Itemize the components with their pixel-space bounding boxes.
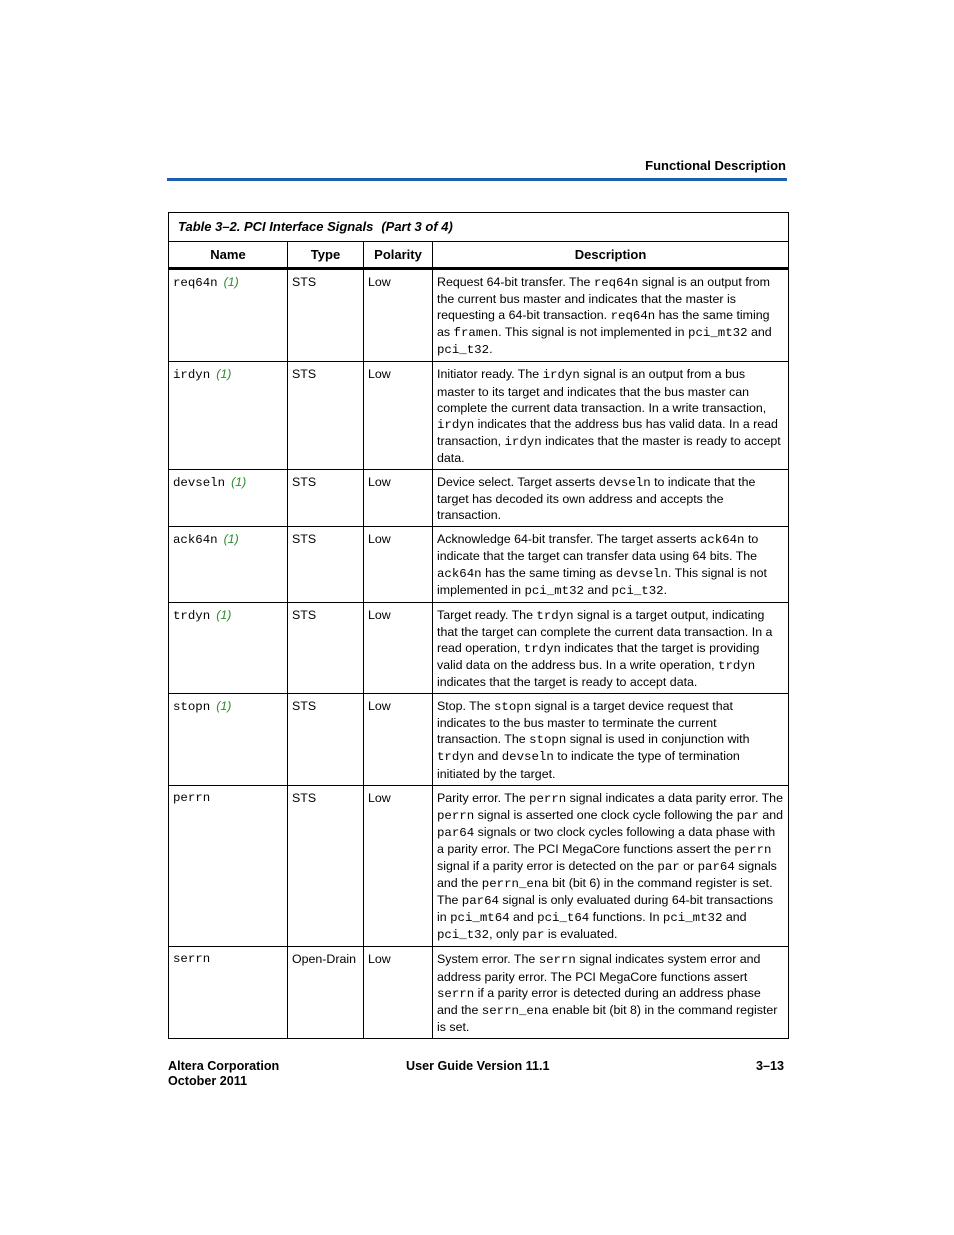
signal-name-cell [169,947,288,1038]
description-text: and [509,910,538,925]
signal-name-cell [169,362,288,470]
signal-description [433,947,789,1038]
description-text: Device select. Target asserts [437,475,599,490]
description-text: to indicate that the target can transfer data using 64 bits. The [437,532,759,564]
footnote-reference: (1) [223,532,239,547]
footer-version: User Guide Version 11.1 [406,1059,550,1073]
table-caption-part: (Part 3 of 4) [381,219,453,234]
description-text: to indicate the type of termination initiated by the target. [437,749,740,781]
footnote-reference: (1) [216,367,232,382]
signal-reference: stopn [529,733,567,748]
description-text: signal is an output from the current bus master and indicates that the master is requesting a 64-bit transaction. [437,275,770,323]
signal-reference: framen [453,326,499,341]
signal-type: STS [288,269,364,362]
description-text: or [679,859,698,873]
signal-name: trdyn [173,608,211,623]
footer-page-number: 3–13 [755,1059,784,1073]
signal-name-cell [169,602,288,693]
signal-reference: pci_t32 [611,583,664,598]
description-text: signal indicates system error and address parity error. The PCI MegaCore functions assert [437,952,761,984]
signal-reference: par [657,860,680,874]
signal-type: STS [288,785,364,947]
signal-reference: trdyn [718,658,756,673]
footer-left [168,1059,279,1089]
table-caption [169,213,789,242]
column-header-polarity: Polarity [364,242,433,269]
footnote-reference: (1) [223,275,239,289]
signal-polarity: Low [364,602,433,693]
description-text: Parity error. The [437,790,530,805]
signal-name-cell [169,527,288,602]
signal-reference: req64n [593,276,639,290]
description-text: signal is a target output, indicating that the target can complete the current data transaction. In a read operation, [437,607,773,655]
signal-description [433,470,789,527]
signal-name: serrn [173,952,211,967]
signal-reference: perrn [437,808,475,823]
signal-polarity: Low [364,527,433,602]
signal-reference: pci_t64 [537,911,590,926]
signal-reference: par64 [437,825,475,840]
signal-description [433,602,789,693]
footer-company: Altera Corporation [168,1059,280,1073]
description-text: if a parity error is detected during an address phase and the [437,985,761,1017]
description-text: and [722,910,747,925]
description-text: functions. In [589,910,663,925]
signal-polarity: Low [364,470,433,527]
signal-name: req64n [173,276,218,290]
description-text: enable bit (bit 8) in the command register is set. [437,1002,778,1034]
signal-name: irdyn [173,368,211,383]
description-text: signals or two clock cycles following a data phase with a parity error. The PCI MegaCore functions assert the [437,824,776,856]
signal-reference: stopn [493,700,532,715]
table-row [169,470,789,527]
description-text: bit (bit 6) in the command register is set. The [437,876,773,908]
signal-name-cell [169,785,288,947]
signal-reference: serrn_ena [481,1003,549,1018]
signal-reference: trdyn [437,750,475,765]
signal-reference: serrn [538,953,576,968]
column-header-description: Description [433,242,789,269]
signal-name: stopn [173,700,211,715]
column-header-type: Type [288,242,364,269]
footer-date: October 2011 [168,1074,248,1088]
signal-reference: devseln [615,566,668,581]
description-text: indicates that the address bus has valid data. In a read transaction, [437,416,778,448]
description-text: and [583,582,612,597]
signal-type: STS [288,362,364,470]
signal-reference: req64n [610,309,656,324]
signal-reference: ack64n [699,533,745,548]
description-text: has the same timing as [437,308,770,340]
description-text: , only [489,927,523,942]
signal-name-cell [169,470,288,527]
description-text: signal is asserted one clock cycle following the [474,807,737,822]
signal-reference: pci_mt32 [524,583,584,598]
description-text: and [474,749,502,764]
description-text: signal is a target device request that indicates to the bus master to terminate the current transaction. The [437,699,733,747]
running-header-title: Functional Description [645,158,786,173]
description-text: . [489,342,493,357]
signal-reference: pci_mt64 [450,911,510,926]
signal-description [433,527,789,602]
footnote-reference: (1) [216,607,232,622]
signal-polarity: Low [364,947,433,1038]
description-text: Target ready. The [437,607,537,622]
signal-name-cell [169,269,288,362]
table-row [169,694,789,785]
signal-polarity: Low [364,785,433,947]
table-body [169,269,789,1039]
table-row [169,527,789,602]
signal-name-cell [169,694,288,785]
signal-reference: perrn [734,842,772,857]
signal-polarity: Low [364,269,433,362]
description-text: Acknowledge 64-bit transfer. The target asserts [437,532,700,547]
description-text: . This signal is not implemented in [498,325,689,340]
signal-reference: trdyn [536,608,574,623]
table-caption-title: Table 3–2. PCI Interface Signals [178,219,374,234]
signal-reference: par64 [461,894,499,909]
table-row [169,785,789,947]
description-text: . This signal is not implemented in [437,565,767,597]
signal-reference: par64 [697,860,735,874]
description-text: has the same timing as [481,565,616,580]
signal-reference: devseln [598,476,651,491]
signal-description [433,362,789,470]
signal-reference: irdyn [542,368,580,383]
description-text: indicates that the target is providing valid data on the address bus. In a write operation, [437,640,760,672]
signal-description [433,785,789,947]
signal-reference: serrn [437,986,475,1001]
table-header-row [169,242,789,269]
description-text: signal indicates a data parity error. The [566,790,783,805]
signal-polarity: Low [364,362,433,470]
table-row [169,947,789,1038]
description-text: System error. The [437,952,539,967]
signal-reference: pci_t32 [437,343,490,358]
column-header-name: Name [169,242,288,269]
description-text: signals and the [437,859,777,891]
footnote-reference: (1) [231,475,247,490]
description-text: to indicate that the target has decoded its own address and accepts the transaction. [437,475,756,523]
description-text: signal is used in conjunction with [566,732,750,747]
signal-reference: trdyn [523,641,561,656]
signal-name: ack64n [173,533,218,548]
signal-type: STS [288,527,364,602]
description-text: and [758,807,784,822]
signal-reference: perrn [529,791,567,806]
table-row [169,269,789,362]
description-text: signal is only evaluated during 64-bit transactions in [437,893,774,925]
description-text: Initiator ready. The [437,367,543,382]
signal-reference: pci_mt32 [662,911,723,926]
signal-type: Open-Drain [288,947,364,1038]
signal-reference: pci_t32 [437,928,490,943]
signal-reference: perrn_ena [481,877,549,892]
signal-reference: irdyn [437,417,475,432]
table-row [169,602,789,693]
signal-reference: irdyn [504,434,542,449]
footnote-reference: (1) [216,699,232,714]
signal-description [433,269,789,362]
signal-name: devseln [173,476,226,491]
description-text: indicates that the master is ready to accept data. [437,433,781,465]
description-text: signal is an output from a bus master to its target and indicates that the bus master can complete the current data transaction. In a write transaction, [437,367,767,415]
signal-type: STS [288,694,364,785]
signal-description [433,694,789,785]
description-text: Request 64-bit transfer. The [437,275,594,289]
signal-reference: par [736,808,759,823]
description-text: Stop. The [437,699,494,714]
signal-type: STS [288,602,364,693]
description-text: is evaluated. [544,927,618,942]
signal-reference: ack64n [437,566,482,581]
signal-reference: devseln [501,750,554,765]
header-rule [167,178,787,181]
signal-reference: par [522,928,545,943]
description-text: and [747,325,772,340]
signal-type: STS [288,470,364,527]
description-text: . [663,582,668,597]
signal-reference: pci_mt32 [688,326,748,341]
description-text: indicates that the target is ready to accept data. [437,675,698,690]
pci-interface-signals-table [168,212,789,1039]
table-row [169,362,789,470]
signal-name: perrn [173,790,211,805]
signal-polarity: Low [364,694,433,785]
description-text: signal if a parity error is detected on the [437,859,658,873]
